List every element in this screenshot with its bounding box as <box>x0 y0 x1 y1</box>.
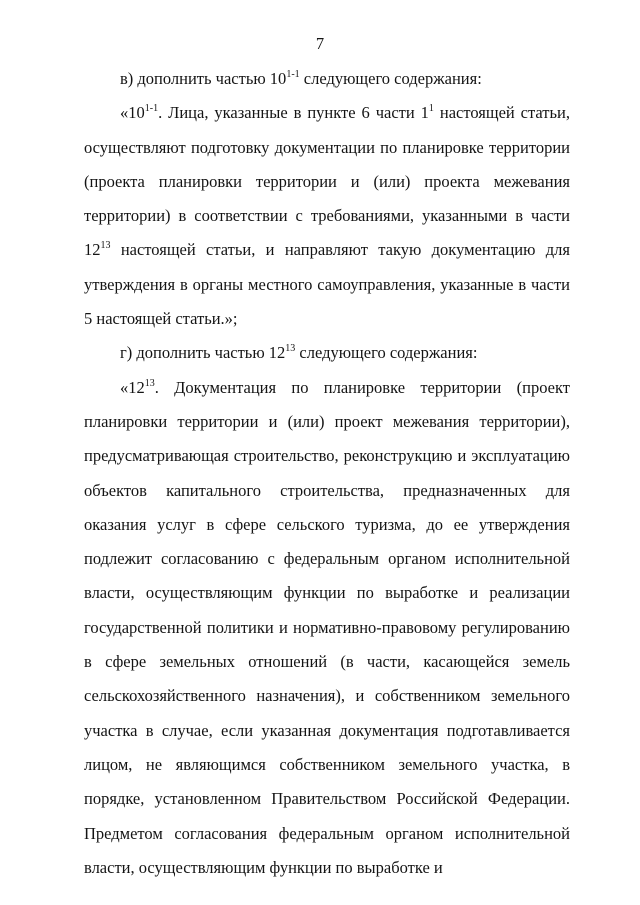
text-run: г) дополнить частью 12 <box>120 343 286 363</box>
text-run: «12 <box>120 377 145 397</box>
superscript: 13 <box>285 343 296 355</box>
page-number: 7 <box>315 34 325 53</box>
superscript: 1-1 <box>144 103 159 115</box>
document-body <box>84 62 570 885</box>
paragraph-v <box>84 62 570 96</box>
superscript: 1-1 <box>286 69 300 80</box>
text-run: «10 <box>120 103 145 123</box>
text-run: следующего содержания: <box>299 69 482 88</box>
superscript: 13 <box>100 240 111 252</box>
paragraph-12-13 <box>84 371 570 885</box>
text-run: . Лица, указанные в пункте 6 части 1 <box>158 103 429 123</box>
text-run: . Документация по планировке территории (проект планировки территории и (или) проект межевания территории), предусматривающая строительство, реконструкцию и эксплуатацию объектов капитального строительства, предназначенных для оказания услуг в сфере сельского туризма, до ее утверждения подлежит согласованию с федеральным органом исполнительной власти, осуществляющим функции по выработке и реализации государственной политики и нормативно-правовому регулированию в сфере земельных отношений (в части, касающейся земель сельскохозяйственного назначения), и собственником земельного участка в случае, если указанная документация подготавливается лицом, не являющимся собственником земельного участка, в порядке, установленном Правительством Российской Федерации. Предметом согласования федеральным органом исполнительной власти, осуществляющим функции по выработке и <box>84 377 570 877</box>
paragraph-10-1-1 <box>84 96 570 336</box>
superscript: 1 <box>428 103 434 115</box>
text-run: настоящей статьи, осуществляют подготовку документации по планировке территории (проекта планировки территории и (или) проекта межевания территории) в соответствии с требованиями, указанными в части 12 <box>84 103 570 260</box>
text-run: следующего содержания: <box>295 343 478 363</box>
text-run: настоящей статьи, и направляют такую документацию для утверждения в органы местного самоуправления, указанные в части 5 настоящей статьи.»; <box>84 240 570 329</box>
superscript: 13 <box>144 377 155 389</box>
paragraph-g <box>84 336 570 370</box>
text-run: в) дополнить частью 10 <box>120 69 287 88</box>
